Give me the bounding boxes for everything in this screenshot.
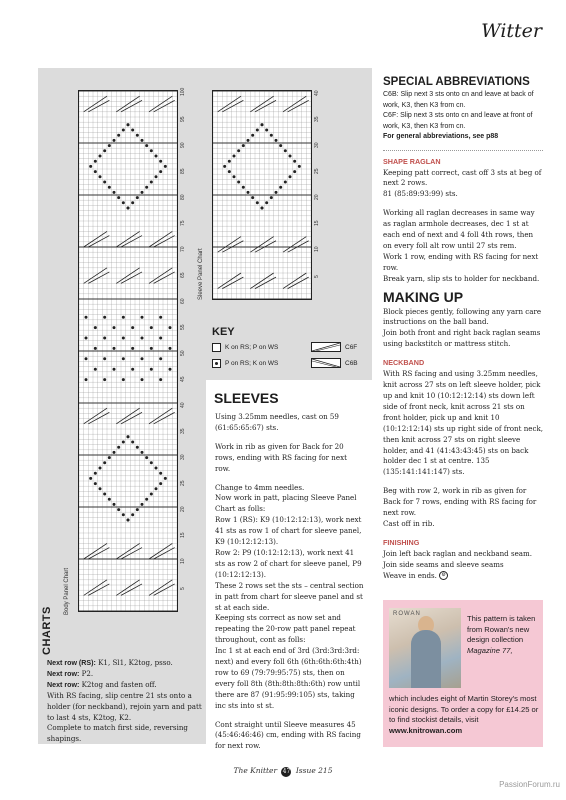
- instruction-line: [47, 680, 207, 691]
- neckband-heading: NECKBAND: [383, 358, 425, 368]
- purl-stitch-mark: [159, 357, 162, 360]
- cable-mark: [84, 408, 107, 424]
- purl-stitch-mark: [103, 337, 106, 340]
- row-number: 50: [180, 350, 186, 356]
- purl-stitch-mark: [141, 337, 144, 340]
- paragraph: Now work in patt, placing Sleeve Panel Chart as folls:: [215, 493, 357, 514]
- purl-stitch-mark: [141, 139, 144, 142]
- purl-stitch-mark: [159, 170, 162, 173]
- row-number: 5: [314, 275, 320, 278]
- paragraph: Using 3.25mm needles, cast on 59 (61:65:65:67) sts.: [215, 412, 339, 432]
- purl-stitch-mark: [127, 207, 130, 210]
- paragraph: Work 1 row, ending with RS facing for next row.: [383, 251, 539, 272]
- purl-stitch-mark: [159, 160, 162, 163]
- promo-text1: This pattern is taken from Rowan's new design collection: [467, 614, 536, 645]
- row-number: 25: [180, 480, 186, 486]
- purl-stitch-mark: [150, 181, 153, 184]
- body-panel-chart: [78, 90, 178, 612]
- row-number: 10: [314, 246, 320, 252]
- cable-mark: [116, 96, 139, 112]
- cable-mark: [149, 231, 172, 247]
- purl-stitch-mark: [108, 498, 111, 501]
- purl-stitch-mark: [145, 186, 148, 189]
- paragraph: Break yarn, slip sts to holder for neckband.: [383, 273, 540, 283]
- rowan-promo-box: [383, 600, 543, 747]
- purl-stitch-mark: [127, 123, 130, 126]
- cable-mark: [84, 96, 107, 112]
- paragraph-gap: [206, 434, 372, 442]
- cable-mark: [84, 580, 107, 596]
- paragraph: Keeping patt correct, cast off 3 sts at beg of next 2 rows.: [383, 167, 542, 188]
- purl-stitch-mark: [131, 441, 134, 444]
- paragraph-gap: [206, 712, 372, 720]
- key-title: KEY: [212, 326, 235, 338]
- purl-stitch-mark: [103, 149, 106, 152]
- purl-stitch-mark: [155, 155, 158, 158]
- purl-stitch-mark: [103, 493, 106, 496]
- chart-grid: [79, 91, 177, 611]
- purl-stitch-mark: [251, 134, 254, 137]
- paragraph: Block pieces gently, following any yarn care instructions on the ball band.: [383, 306, 542, 327]
- row-number: 35: [314, 116, 320, 122]
- purl-stitch-mark: [293, 170, 296, 173]
- footer-issue: Issue 215: [295, 766, 333, 775]
- purl-stitch-mark: [127, 435, 130, 438]
- purl-stitch-mark: [108, 186, 111, 189]
- purl-stitch-mark: [113, 191, 116, 194]
- bottom-left-instructions: [47, 658, 207, 745]
- purl-stitch-mark: [94, 472, 97, 475]
- purl-stitch-mark: [247, 139, 250, 142]
- purl-stitch-mark: [103, 316, 106, 319]
- row-number: 65: [180, 272, 186, 278]
- row-number: 70: [180, 246, 186, 252]
- watermark: PassionForum.ru: [499, 780, 560, 789]
- purl-stitch-mark: [103, 461, 106, 464]
- purl-stitch-mark: [122, 357, 125, 360]
- promo-text-bottom: [389, 694, 539, 736]
- purl-stitch-mark: [150, 326, 153, 329]
- purl-stitch-mark: [141, 451, 144, 454]
- model-figure: [411, 630, 441, 688]
- purl-stitch-mark: [247, 191, 250, 194]
- cable-mark: [283, 237, 306, 253]
- purl-stitch-mark: [150, 368, 153, 371]
- purl-stitch-mark: [131, 368, 134, 371]
- instruction-label: Next row:: [47, 669, 80, 678]
- purl-stitch-mark: [233, 155, 236, 158]
- divider: [383, 150, 543, 151]
- paragraph: Join both front and right back raglan seams using backstitch or mattress stitch.: [383, 328, 541, 349]
- purl-stitch-mark: [113, 451, 116, 454]
- purl-stitch-mark: [169, 368, 172, 371]
- instruction-line: [47, 658, 207, 669]
- shape-raglan-body: [383, 168, 543, 285]
- key-row-knit: [212, 342, 372, 352]
- cable-front-icon: [311, 342, 341, 352]
- finishing-body: [383, 549, 543, 582]
- cable-mark: [149, 408, 172, 424]
- key-label-knit: K on RS; P on WS: [225, 343, 279, 351]
- purl-stitch-mark: [237, 149, 240, 152]
- purl-stitch-mark: [103, 357, 106, 360]
- paragraph: Working all raglan decreases in same way as raglan armhole decreases, dec 1 st at each end of next and 4 foll 4th rows, then on every foll alt row until 27 sts rem.: [383, 208, 535, 250]
- purl-stitch-mark: [103, 378, 106, 381]
- cable-mark: [116, 268, 139, 284]
- shape-raglan-heading: SHAPE RAGLAN: [383, 156, 441, 166]
- purl-stitch-mark: [223, 165, 226, 168]
- purl-stitch-mark: [85, 337, 88, 340]
- row-number: 30: [314, 142, 320, 148]
- purl-stitch-mark: [113, 347, 116, 350]
- cable-mark: [84, 268, 107, 284]
- row-number: 30: [180, 454, 186, 460]
- row-number: 60: [180, 298, 186, 304]
- paragraph: Beg with row 2, work in rib as given for Back for 7 rows, ending with RS facing for next row.: [383, 486, 537, 518]
- purl-stitch-mark: [122, 316, 125, 319]
- promo-text2: which includes eight of Martin Storey's most iconic designs. To order a copy for £14.25 or to find stockist details, visit: [389, 694, 539, 725]
- purl-stitch-mark: [155, 175, 158, 178]
- row-number: 40: [180, 402, 186, 408]
- making-up-heading: MAKING UP: [383, 288, 464, 305]
- end-symbol-icon: ⚙: [439, 571, 448, 580]
- purl-stitch-mark: [279, 186, 282, 189]
- instruction-line: [47, 723, 207, 745]
- row-number: 55: [180, 324, 186, 330]
- purl-stitch-mark: [169, 326, 172, 329]
- purl-stitch-mark: [94, 170, 97, 173]
- purl-stitch-mark: [99, 467, 102, 470]
- purl-stitch-mark: [99, 175, 102, 178]
- purl-stitch-mark: [150, 493, 153, 496]
- purl-stitch-mark: [275, 139, 278, 142]
- row-number: 10: [180, 558, 186, 564]
- magazine-cover-image: [389, 608, 461, 688]
- purl-stitch-mark: [141, 378, 144, 381]
- instruction-text: K1, Sl1, K2tog, psso.: [95, 658, 173, 667]
- paragraph: Row 2: P9 (10:12:12:13), work next 41 sts as row 2 of chart for sleeve panel, P9 (10:12:12:13).: [215, 547, 362, 579]
- paragraph: Row 1 (RS): K9 (10:12:12:13), work next 41 sts as row 1 of chart for sleeve panel, K9 (10:12:12:13).: [215, 515, 362, 547]
- row-number: 5: [180, 587, 186, 590]
- purl-stitch-mark: [141, 191, 144, 194]
- instruction-label: Next row (RS):: [47, 659, 96, 667]
- cable-mark: [149, 268, 172, 284]
- purl-stitch-mark: [103, 181, 106, 184]
- purl-stitch-mark: [150, 347, 153, 350]
- special-abbreviations-heading: SPECIAL ABBREVIATIONS: [383, 76, 530, 88]
- purl-stitch-mark: [131, 326, 134, 329]
- paragraph: Change to 4mm needles.: [215, 482, 305, 492]
- footer-page-number: 47: [282, 768, 291, 775]
- promo-text-top: [467, 614, 539, 656]
- footer-magazine: The Knitter: [233, 766, 278, 775]
- purl-stitch-mark: [113, 368, 116, 371]
- row-number: 100: [180, 87, 186, 96]
- purl-stitch-mark: [256, 129, 259, 132]
- purl-stitch-mark: [89, 477, 92, 480]
- purl-stitch-mark: [99, 487, 102, 490]
- purl-stitch-mark: [289, 155, 292, 158]
- purl-stitch-mark: [155, 487, 158, 490]
- purl-stitch-mark: [131, 129, 134, 132]
- cable-mark: [116, 231, 139, 247]
- sleeve-panel-chart: [212, 90, 312, 300]
- purl-stitch-mark: [141, 503, 144, 506]
- purl-stitch-mark: [99, 155, 102, 158]
- purl-stitch-mark: [150, 149, 153, 152]
- knit-square-icon: [212, 343, 221, 352]
- cable-mark: [250, 96, 273, 112]
- sleeves-section: [206, 380, 372, 751]
- purl-stitch-mark: [113, 326, 116, 329]
- cable-mark: [149, 96, 172, 112]
- body-chart-label: Body Panel Chart: [64, 567, 70, 615]
- row-number: 85: [180, 168, 186, 174]
- row-number: 95: [180, 116, 186, 122]
- paragraph: Cast off in rib.: [383, 518, 435, 528]
- paragraph-gap: [383, 200, 543, 208]
- making-up-body: [383, 307, 543, 351]
- paragraph: Join side seams and sleeve seams: [383, 559, 504, 569]
- paragraph-gap: [206, 475, 372, 483]
- purl-stitch-mark: [122, 513, 125, 516]
- purl-stitch-mark: [279, 144, 282, 147]
- purl-stitch-mark: [131, 513, 134, 516]
- row-number: 20: [180, 506, 186, 512]
- instruction-text: Complete to match first side, reversing shapings.: [47, 723, 188, 744]
- paragraph: Keeping sts correct as now set and repeating the 20-row patt panel repeat throughout, cont as folls:: [215, 613, 356, 645]
- row-number: 40: [314, 90, 320, 96]
- instruction-text: K2tog and fasten off.: [79, 679, 157, 689]
- purl-stitch-mark: [155, 467, 158, 470]
- purl-stitch-mark: [150, 461, 153, 464]
- cable-mark: [84, 543, 107, 559]
- row-number: 25: [314, 168, 320, 174]
- cable-mark: [149, 543, 172, 559]
- purl-stitch-mark: [141, 316, 144, 319]
- purl-stitch-mark: [108, 144, 111, 147]
- purl-stitch-mark: [228, 160, 231, 163]
- purl-stitch-mark: [122, 129, 125, 132]
- purl-stitch-mark: [136, 196, 139, 199]
- purl-stitch-mark: [117, 134, 120, 137]
- purl-stitch-mark: [122, 378, 125, 381]
- key-row-purl: [212, 358, 372, 368]
- purl-stitch-mark: [85, 316, 88, 319]
- purl-stitch-mark: [127, 519, 130, 522]
- paragraph-gap: [383, 478, 543, 486]
- purl-stitch-mark: [117, 446, 120, 449]
- purl-stitch-mark: [242, 144, 245, 147]
- purl-stitch-mark: [265, 129, 268, 132]
- purl-stitch-mark: [113, 503, 116, 506]
- purl-stitch-mark: [145, 144, 148, 147]
- right-column: [383, 76, 543, 582]
- purl-stitch-mark: [159, 378, 162, 381]
- sleeves-heading: SLEEVES: [214, 390, 279, 406]
- purl-stitch-mark: [145, 498, 148, 501]
- purl-stitch-mark: [136, 134, 139, 137]
- instruction-text: With RS facing, slip centre 21 sts onto a holder (for neckband), rejoin yarn and patt to last 4 sts, K2tog, K2.: [47, 690, 202, 722]
- instruction-line: [47, 691, 207, 724]
- row-number: 80: [180, 194, 186, 200]
- cable-mark: [283, 96, 306, 112]
- purl-stitch-mark: [284, 149, 287, 152]
- purl-stitch-mark: [85, 357, 88, 360]
- cable-mark: [116, 543, 139, 559]
- charts-section-title: CHARTS: [41, 606, 53, 655]
- purl-stitch-mark: [275, 191, 278, 194]
- promo-magazine: Magazine 77,: [467, 645, 513, 655]
- purl-stitch-mark: [237, 181, 240, 184]
- paragraph: With RS facing and using 3.25mm needles, knit across 27 sts on left sleeve holder, pick up and knit 10 (10:12:12:14) sts down left side of front neck, knit across 21 sts on front holder, pick up and knit 10 (10:12:12:14) sts up right side of front neck, then knit across 27 sts on right sleeve holder, and 41 (41:43:43:45) sts on back holder dec 1 st at centre. 135 (135:141:141:147) sts.: [383, 369, 544, 477]
- cable-mark: [250, 273, 273, 289]
- chart-grid: [213, 91, 311, 299]
- purl-stitch-mark: [298, 165, 301, 168]
- paragraph: Join left back raglan and neckband seam.: [383, 548, 532, 558]
- cable-mark: [218, 237, 241, 253]
- finishing-heading: FINISHING: [383, 537, 420, 547]
- purl-stitch-mark: [233, 175, 236, 178]
- purl-stitch-mark: [89, 165, 92, 168]
- purl-stitch-mark: [145, 456, 148, 459]
- chart-key: [212, 326, 372, 374]
- purl-stitch-mark: [117, 196, 120, 199]
- paragraph: Weave in ends. ⚙: [383, 571, 543, 582]
- row-number: 20: [314, 194, 320, 200]
- purl-stitch-mark: [131, 347, 134, 350]
- key-cable-back-label: C6B: [345, 359, 358, 367]
- purl-stitch-mark: [164, 165, 167, 168]
- purl-dot-icon: [212, 359, 221, 368]
- purl-stitch-mark: [113, 139, 116, 142]
- purl-stitch-mark: [256, 201, 259, 204]
- paragraph: 81 (85:89:93:99) sts.: [383, 189, 458, 199]
- neckband-body: [383, 369, 543, 530]
- cable-mark: [84, 231, 107, 247]
- magazine-brand: ROWAN: [393, 611, 421, 617]
- cable-mark: [250, 237, 273, 253]
- promo-url[interactable]: www.knitrowan.com: [389, 725, 463, 735]
- cable-mark: [116, 580, 139, 596]
- cable-back-icon: [311, 358, 341, 368]
- purl-stitch-mark: [136, 508, 139, 511]
- purl-stitch-mark: [94, 347, 97, 350]
- purl-stitch-mark: [94, 368, 97, 371]
- row-number: 35: [180, 428, 186, 434]
- purl-stitch-mark: [265, 201, 268, 204]
- purl-stitch-mark: [228, 170, 231, 173]
- purl-stitch-mark: [251, 196, 254, 199]
- key-cable-front-label: C6F: [345, 343, 358, 351]
- instruction-text: P2.: [79, 668, 94, 678]
- purl-stitch-mark: [159, 482, 162, 485]
- abbrev-c6f: C6F: Slip next 3 sts onto cn and leave at front of work, K3, then K3 from cn.: [383, 112, 533, 130]
- row-number: 15: [180, 532, 186, 538]
- purl-stitch-mark: [117, 508, 120, 511]
- purl-stitch-mark: [131, 201, 134, 204]
- row-number: 45: [180, 376, 186, 382]
- page-footer: [0, 766, 566, 777]
- purl-stitch-mark: [94, 160, 97, 163]
- row-number: 75: [180, 220, 186, 226]
- cable-mark: [149, 580, 172, 596]
- sleeves-body: [206, 412, 372, 752]
- paragraph: Work in rib as given for Back for 20 rows, ending with RS facing for next row.: [215, 441, 347, 473]
- purl-stitch-mark: [270, 134, 273, 137]
- paragraph: Cont straight until Sleeve measures 45 (45:46:46:46) cm, ending with RS facing for next row.: [215, 719, 361, 751]
- purl-stitch-mark: [169, 347, 172, 350]
- cable-mark: [283, 273, 306, 289]
- cable-mark: [218, 273, 241, 289]
- purl-stitch-mark: [122, 337, 125, 340]
- purl-stitch-mark: [293, 160, 296, 163]
- charts-section-title-wrap: [41, 606, 55, 655]
- paragraph: Inc 1 st at each end of 3rd (3rd:3rd:3rd: next) and every foll 6th (6th:6th:6th:4th) row to 69 (79:79:95:75) sts, then on every foll 8th (8th:8th:8th:6th) row until there are 87 (91:95:99:105) sts, taking inc sts into st st.: [215, 646, 362, 710]
- paragraph: These 2 rows set the sts – central section in patt from chart for sleeve panel and st st at each side.: [215, 580, 364, 612]
- purl-stitch-mark: [261, 123, 264, 126]
- purl-stitch-mark: [159, 472, 162, 475]
- cable-mark: [116, 408, 139, 424]
- purl-stitch-mark: [270, 196, 273, 199]
- cable-mark: [218, 96, 241, 112]
- purl-stitch-mark: [141, 357, 144, 360]
- purl-stitch-mark: [261, 207, 264, 210]
- abbrev-general: For general abbreviations, see p88: [383, 133, 499, 140]
- purl-stitch-mark: [284, 181, 287, 184]
- purl-stitch-mark: [289, 175, 292, 178]
- purl-stitch-mark: [94, 482, 97, 485]
- purl-stitch-mark: [85, 378, 88, 381]
- purl-stitch-mark: [122, 201, 125, 204]
- sleeve-chart-label: Sleeve Panel Chart: [198, 248, 204, 300]
- row-number: 15: [314, 220, 320, 226]
- purl-stitch-mark: [108, 456, 111, 459]
- purl-stitch-mark: [94, 326, 97, 329]
- purl-stitch-mark: [159, 337, 162, 340]
- instruction-label: Next row:: [47, 680, 80, 689]
- pattern-title: Witter: [481, 20, 542, 42]
- instruction-line: [47, 669, 207, 680]
- purl-stitch-mark: [164, 477, 167, 480]
- purl-stitch-mark: [242, 186, 245, 189]
- purl-stitch-mark: [136, 446, 139, 449]
- key-label-purl: P on RS; K on WS: [225, 359, 279, 367]
- abbrev-c6b: C6B: Slip next 3 sts onto cn and leave at back of work, K3, then K3 from cn.: [383, 91, 534, 109]
- purl-stitch-mark: [122, 441, 125, 444]
- purl-stitch-mark: [159, 316, 162, 319]
- row-number: 90: [180, 142, 186, 148]
